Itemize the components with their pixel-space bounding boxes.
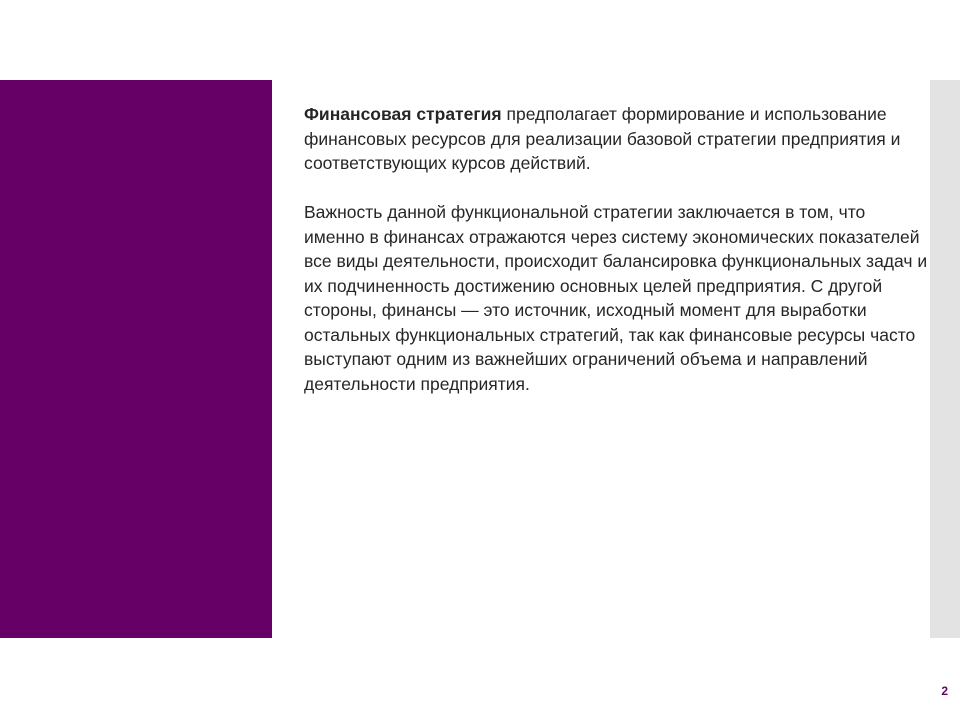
purple-accent-block bbox=[0, 80, 272, 638]
bold-term: Финансовая стратегия bbox=[304, 104, 502, 124]
paragraph-importance: Важность данной функциональной стратегии заключается в том, что именно в финансах отражаются через систему экономических показателей все виды деятельности, происходит балансировка функциональных задач и их подчиненность достижению основных целей предприятия. С другой стороны, финансы — это источник, исходный момент для выработки остальных функциональных стратегий, так как финансовые ресурсы часто выступают одним из важнейших ограничений объема и направлений деятельности предприятия. bbox=[304, 202, 928, 394]
paragraph-1-text: предполагает формирование и использование финансовых ресурсов для реализации базовой стратегии предприятия и соответствующих курсов действий. bbox=[304, 104, 901, 173]
gray-side-strip bbox=[930, 80, 960, 638]
slide-text-body bbox=[304, 102, 928, 396]
paragraph-financial-strategy bbox=[304, 102, 928, 176]
page-number: 2 bbox=[941, 684, 948, 698]
